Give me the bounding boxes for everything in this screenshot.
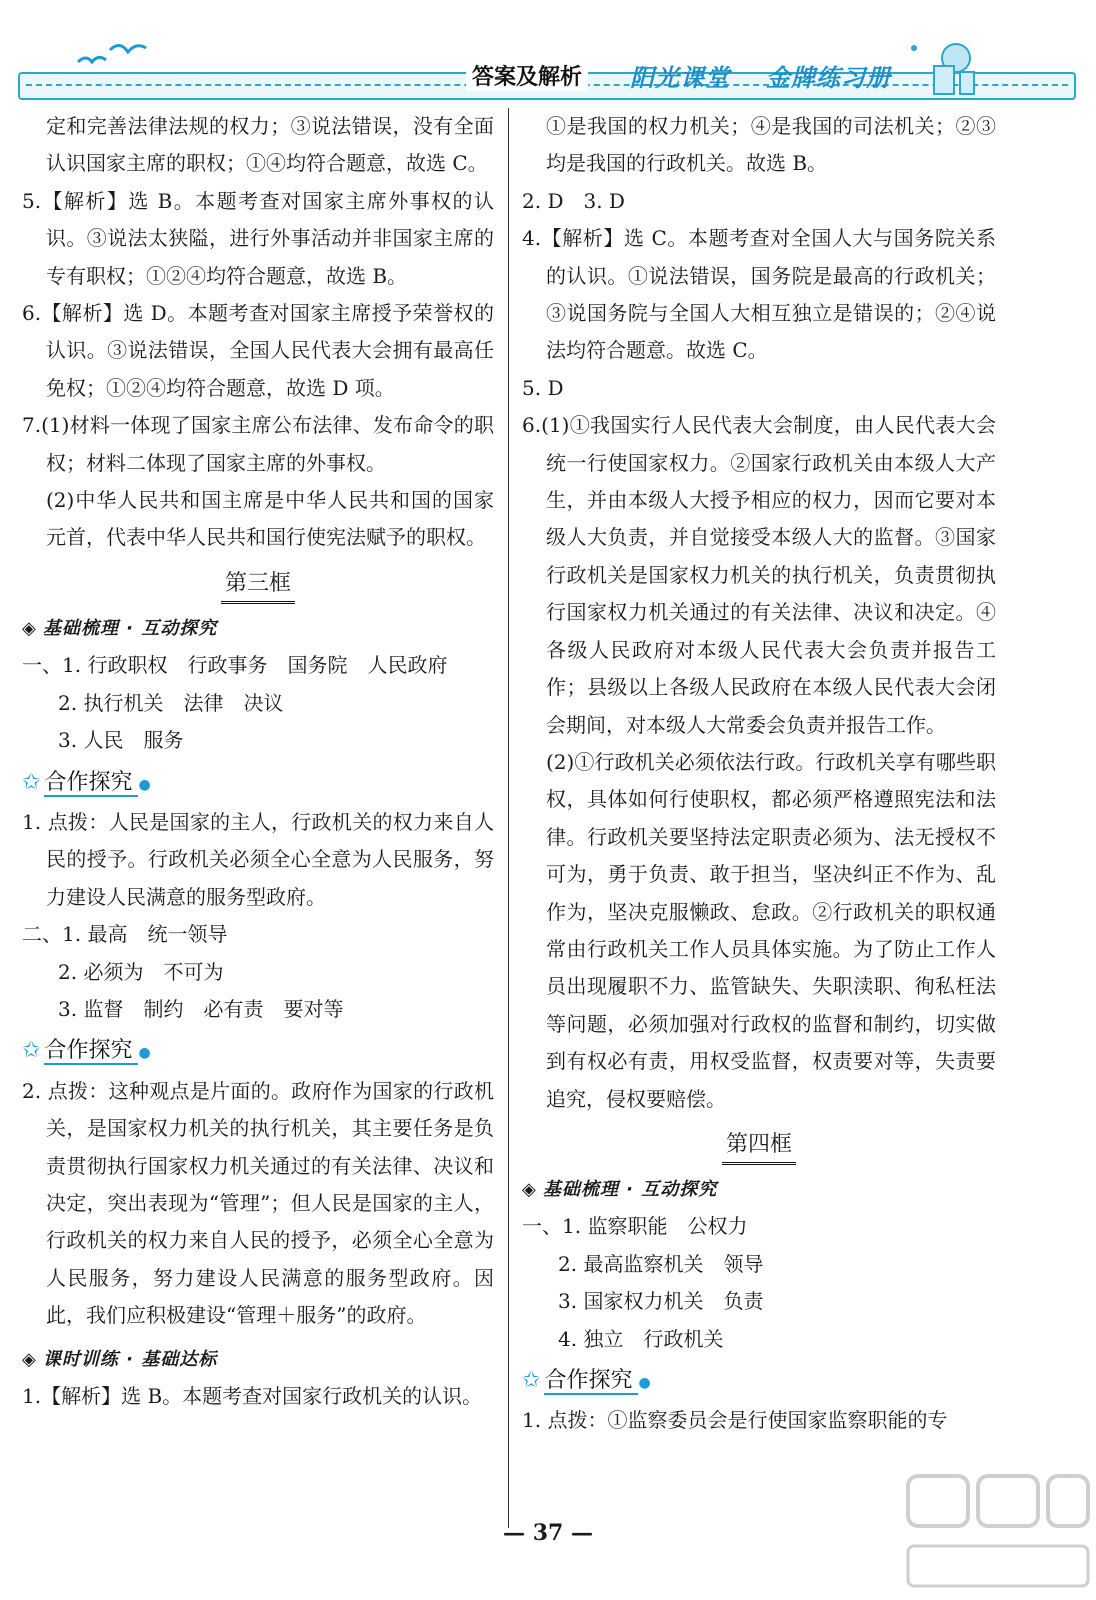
right-para-q5: 5. D — [522, 375, 564, 400]
coop-heading-2: ✩ 合作探究 ● — [22, 1038, 151, 1064]
header-answer-title: 答案及解析 — [466, 60, 588, 91]
dot-icon: ● — [138, 776, 151, 793]
basic-review-title: ◈ 基础梳理 · 互动探究 — [22, 617, 218, 639]
right-column — [522, 108, 996, 1440]
right-para-1: ①是我国的权力机关；④是我国的司法机关；②③均是我国的行政机关。故选 B。 — [546, 114, 996, 176]
answer-line-r4: 4. 独立 行政机关 — [558, 1326, 724, 1351]
right-para-2: 2. D 3. D — [522, 188, 625, 213]
answer-line-1: 一、1. 行政职权 行政事务 国务院 人民政府 — [22, 653, 448, 678]
watermark-logo — [898, 1466, 1096, 1600]
star-icon: ✩ — [22, 769, 41, 795]
answer-line-4: 二、1. 最高 统一领导 — [22, 922, 228, 947]
dot-icon: ● — [638, 1375, 651, 1391]
answer-line-r2: 2. 最高监察机关 领导 — [558, 1251, 764, 1276]
left-para-q7-2: (2)中华人民共和国主席是中华人民共和国的国家元首，代表中华人民共和国行使宪法赋予的职权。 — [46, 488, 494, 550]
answer-line-2: 2. 执行机关 法律 决议 — [58, 690, 284, 715]
header-brand-2: 金牌练习册 — [766, 64, 891, 92]
diamond-icon: ◈ — [522, 1178, 537, 1200]
answer-line-5: 2. 必须为 不可为 — [58, 959, 224, 984]
left-column — [22, 108, 494, 1415]
answer-line-r3: 3. 国家权力机关 负责 — [558, 1289, 764, 1314]
right-para-q6-2: (2)①行政机关必须依法行政。行政机关享有哪些职权，具体如何行使职权，都必须严格遵照宪法和法律。行政机关要坚持法定职责必须为、法无授权不可为，勇于负责、敢于担当，坚决纠正不作为、乱作为，坚决克服懒政、怠政。②行政机关的职权通常由行政机关工作人员具体实施。为了防止工作人员出现履职不力、监管缺失、失职渎职、徇私枉法等问题，必须加强对行政权的监督和制约，切实做到有权必有责，用权受监督，权责要对等，失责要追究，侵权要赔偿。 — [546, 749, 996, 1111]
answer-line-3: 3. 人民 服务 — [58, 728, 184, 753]
coop-heading-3: ✩ 合作探究 ● — [522, 1368, 651, 1393]
answer-line-6: 3. 监督 制约 必有责 要对等 — [58, 996, 344, 1021]
left-para-q7-1: 7.(1)材料一体现了国家主席公布法律、发布命令的职权；材料二体现了国家主席的外事权。 — [22, 413, 494, 475]
right-para-q4: 4.【解析】选 C。本题考查对全国人大与国务院关系的认识。①说法错误，国务院是最高的行政机关；③说国务院与全国人大相互独立是错误的；②④说法均符合题意。故选 C。 — [522, 226, 996, 363]
column-divider — [508, 108, 509, 1528]
basic-review-title-2: ◈ 基础梳理 · 互动探究 — [522, 1178, 718, 1200]
left-para-1: 定和完善法律法规的权力；③说法错误，没有全面认识国家主席的职权；①④均符合题意，故选 C。 — [46, 114, 494, 176]
right-para-coop-1: 1. 点拨：①监察委员会是行使国家监察职能的专 — [522, 1408, 948, 1433]
right-para-q6-1: 6.(1)①我国实行人民代表大会制度，由人民代表大会统一行使国家权力。②国家行政机关由本级人大产生，并由本级人大授予相应的权力，因而它要对本级人大负责，并自觉接受本级人大的监督。③国家行政机关是国家权力机关的执行机关，负责贯彻执行国家权力机关通过的有关法律、决议和决定。④各级人民政府对本级人民代表大会负责并报告工作；县级以上各级人民政府在本级人民代表大会闭会期间，对本级人大常委会负责并报告工作。 — [522, 413, 996, 737]
diamond-icon: ◈ — [22, 1348, 37, 1370]
coop-heading-1: ✩ 合作探究 ● — [22, 769, 151, 795]
section-title-4: 第四框 — [522, 1126, 996, 1165]
left-para-train-1: 1.【解析】选 B。本题考查对国家行政机关的认识。 — [22, 1384, 483, 1408]
diamond-icon: ◈ — [22, 617, 37, 639]
left-para-coop-2: 2. 点拨：这种观点是片面的。政府作为国家的行政机关，是国家权力机关的执行机关，其主要任务是负责贯彻执行国家权力机关通过的有关法律、决议和决定，突出表现为“管理”；但人民是国家的主人，行政机关的权力来自人民的授予，必须全心全意为人民服务，努力建设人民满意的服务型政府。因此，我们应积极建设“管理＋服务”的政府。 — [22, 1078, 494, 1328]
star-icon: ✩ — [22, 1038, 41, 1064]
dot-icon: ● — [138, 1045, 151, 1062]
header-brand-1: 阳光课堂 — [630, 64, 730, 92]
section-title-3: 第三框 — [22, 565, 494, 604]
birds-icon — [74, 40, 154, 76]
page-number: — 37 — — [503, 1520, 593, 1546]
training-title: ◈ 课时训练 · 基础达标 — [22, 1348, 218, 1370]
left-para-q5: 5.【解析】选 B。本题考查对国家主席外事权的认识。③说法太狭隘，进行外事活动并非国家主席的专有职权；①②④均符合题意，故选 B。 — [22, 188, 494, 288]
page-header — [14, 40, 1076, 98]
header-decoration-icon — [894, 40, 1014, 98]
answer-line-r1: 一、1. 监察职能 公权力 — [522, 1214, 748, 1239]
star-icon: ✩ — [522, 1368, 541, 1393]
left-para-coop-1: 1. 点拨：人民是国家的主人，行政机关的权力来自人民的授予。行政机关必须全心全意为人民服务，努力建设人民满意的服务型政府。 — [22, 809, 494, 909]
left-para-q6: 6.【解析】选 D。本题考查对国家主席授予荣誉权的认识。③说法错误，全国人民代表大会拥有最高任免权；①②④均符合题意，故选 D 项。 — [22, 301, 494, 400]
